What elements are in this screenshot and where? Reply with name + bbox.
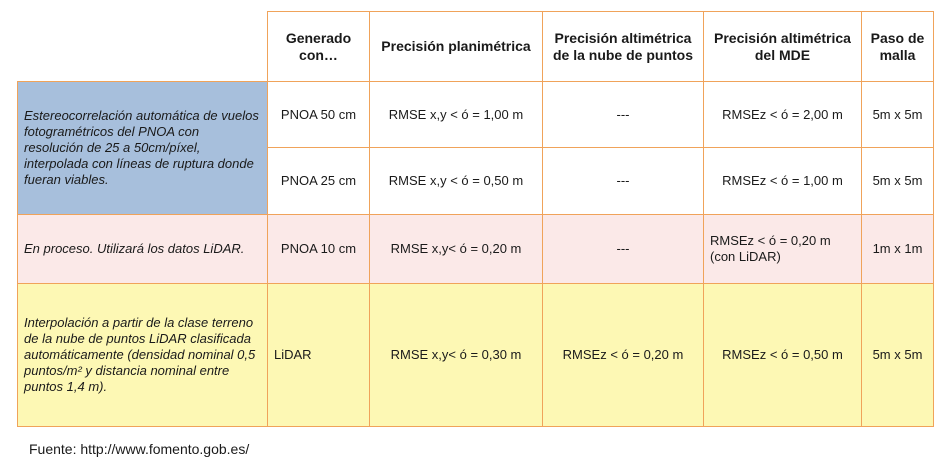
row-description: Interpolación a partir de la clase terreno de la nube de puntos LiDAR clasificada automáticamente (densidad nominal 0,5 puntos/m² y distancia nominal entre puntos 1,4 m). (18, 284, 268, 427)
cell-nube: --- (543, 215, 704, 284)
cell-generado: LiDAR (268, 284, 370, 427)
header-blank (18, 12, 268, 82)
cell-planimetrica: RMSE x,y < ó = 0,50 m (370, 148, 543, 215)
cell-generado: PNOA 25 cm (268, 148, 370, 215)
header-planimetrica: Precisión planimétrica (370, 12, 543, 82)
cell-mde: RMSEz < ó = 2,00 m (704, 82, 862, 148)
cell-paso: 1m x 1m (862, 215, 934, 284)
cell-paso: 5m x 5m (862, 82, 934, 148)
header-paso-malla: Paso de malla (862, 12, 934, 82)
cell-planimetrica: RMSE x,y< ó = 0,20 m (370, 215, 543, 284)
cell-paso: 5m x 5m (862, 284, 934, 427)
cell-nube: RMSEz < ó = 0,20 m (543, 284, 704, 427)
header-row (18, 12, 934, 82)
dem-precision-table (17, 11, 934, 427)
cell-nube: --- (543, 148, 704, 215)
header-generado: Generado con… (268, 12, 370, 82)
table-row (18, 284, 934, 427)
table-row (18, 215, 934, 284)
cell-mde: RMSEz < ó = 1,00 m (704, 148, 862, 215)
cell-mde: RMSEz < ó = 0,20 m (con LiDAR) (704, 215, 862, 284)
row-description: Estereocorrelación automática de vuelos fotogramétricos del PNOA con resolución de 25 a 50cm/píxel, interpolada con líneas de ruptura donde fueran viables. (18, 82, 268, 215)
cell-generado: PNOA 10 cm (268, 215, 370, 284)
cell-planimetrica: RMSE x,y< ó = 0,30 m (370, 284, 543, 427)
cell-planimetrica: RMSE x,y < ó = 1,00 m (370, 82, 543, 148)
table-row (18, 82, 934, 148)
cell-nube: --- (543, 82, 704, 148)
header-altimetrica-nube: Precisión altimétrica de la nube de puntos (543, 12, 704, 82)
header-altimetrica-mde: Precisión altimétrica del MDE (704, 12, 862, 82)
source-note: Fuente: http://www.fomento.gob.es/ (29, 441, 250, 457)
cell-generado: PNOA 50 cm (268, 82, 370, 148)
cell-mde: RMSEz < ó = 0,50 m (704, 284, 862, 427)
row-description: En proceso. Utilizará los datos LiDAR. (18, 215, 268, 284)
cell-paso: 5m x 5m (862, 148, 934, 215)
